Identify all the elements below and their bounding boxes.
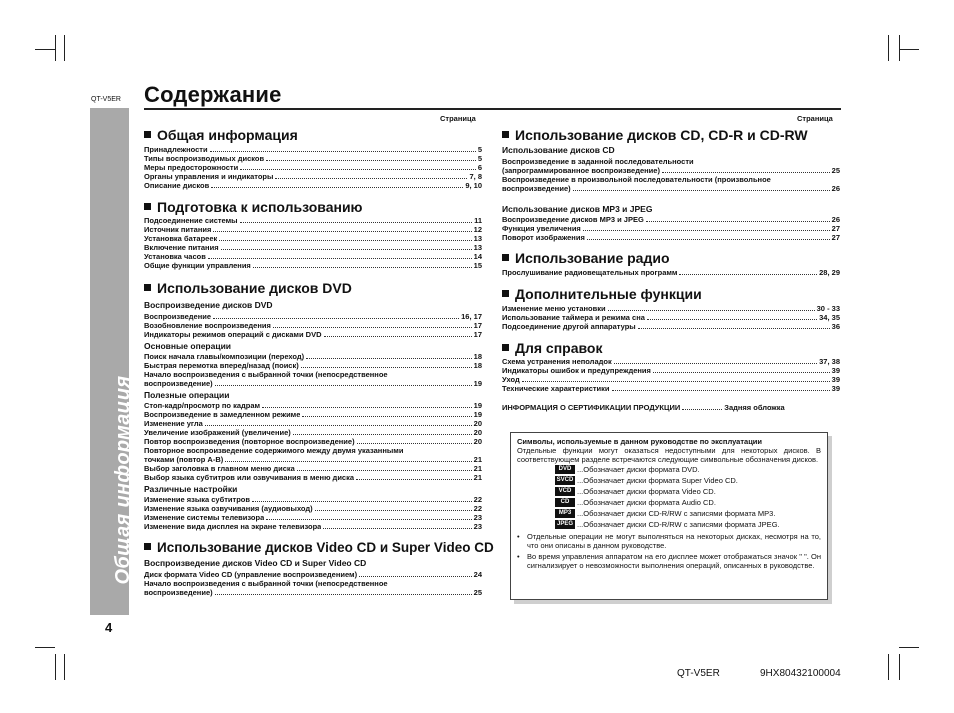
- symbols-legend-box: [510, 432, 828, 600]
- crop-mark: [64, 35, 65, 61]
- toc-entry[interactable]: Начало воспроизведения с выбранной точки (непосредственное воспроизведение) 25: [144, 579, 482, 597]
- toc-entry[interactable]: Схема устранения неполадок 37, 38: [502, 357, 840, 366]
- toc-entry[interactable]: Повтор воспроизведения (повторное воспроизведение) 20: [144, 437, 482, 446]
- crop-mark: [55, 35, 56, 61]
- section-heading: Дополнительные функции: [502, 286, 842, 302]
- jpeg-icon: JPEG: [556, 521, 573, 527]
- subsection-heading: Воспроизведение дисков DVD: [144, 300, 273, 310]
- subsection-heading: Воспроизведение дисков Video CD и Super Video CD: [144, 558, 367, 568]
- legend-bullet: • Во время управления аппаратом на его дисплее может отображаться значок " ". Он сигнализирует о невозможности выполнения операций, описанных в руководстве.: [517, 552, 821, 570]
- toc-entry[interactable]: Изменение языка озвучивания (аудиовыход) 22: [144, 504, 482, 513]
- sidebar-tab: [90, 108, 146, 615]
- toc-entry[interactable]: Включение питания 13: [144, 243, 482, 252]
- toc-entry[interactable]: Технические характеристики 39: [502, 384, 840, 393]
- toc-entry[interactable]: Прослушивание радиовещательных программ 28, 29: [502, 268, 840, 277]
- mp3-icon: MP3: [555, 509, 575, 518]
- toc-entry[interactable]: Органы управления и индикаторы 7, 8: [144, 172, 482, 181]
- page-column-label: Страница: [797, 114, 833, 123]
- subsection-heading: Использование дисков CD: [502, 145, 615, 155]
- section-heading: Использование дисков CD, CD-R и CD-RW: [502, 127, 842, 143]
- crop-mark: [64, 654, 65, 680]
- toc-entry[interactable]: Изменение угла 20: [144, 419, 482, 428]
- toc-entry[interactable]: Меры предосторожности 6: [144, 163, 482, 172]
- legend-item: MP3 ...Обозначает диски CD-R/RW с записями формата MP3.: [555, 508, 821, 519]
- section-heading: Подготовка к использованию: [144, 199, 484, 215]
- legend-item: DVD ...Обозначает диски формата DVD.: [555, 464, 821, 475]
- square-bullet-icon: [144, 543, 151, 550]
- cd-icon: CD: [555, 498, 575, 507]
- crop-mark: [899, 647, 919, 648]
- subsection-heading: Полезные операции: [144, 390, 230, 400]
- section-heading: Общая информация: [144, 127, 484, 143]
- toc-entry[interactable]: Стоп-кадр/просмотр по кадрам 19: [144, 401, 482, 410]
- toc-entry[interactable]: Выбор языка субтитров или озвучивания в меню диска 21: [144, 473, 482, 482]
- certification-entry[interactable]: ИНФОРМАЦИЯ О СЕРТИФИКАЦИИ ПРОДУКЦИИ Задняя обложка: [502, 403, 785, 412]
- toc-entry[interactable]: Воспроизведение в замедленном режиме 19: [144, 410, 482, 419]
- toc-entry[interactable]: Воспроизведение в произвольной последовательности (произвольное воспроизведение) 26: [502, 175, 840, 193]
- toc-entry[interactable]: Поворот изображения 27: [502, 233, 840, 242]
- subsection-heading: Использование дисков MP3 и JPEG: [502, 204, 653, 214]
- section-heading: Использование радио: [502, 250, 842, 266]
- crop-mark: [888, 654, 889, 680]
- sidebar-title: Общая информация: [112, 375, 134, 585]
- crop-mark: [35, 49, 55, 50]
- toc-entry[interactable]: Функция увеличения 27: [502, 224, 840, 233]
- crop-mark: [899, 654, 900, 680]
- model-tag: QT-V5ER: [91, 96, 121, 103]
- section-heading: Использование дисков DVD: [144, 280, 484, 296]
- square-bullet-icon: [144, 284, 151, 291]
- dvd-icon: DVD: [555, 465, 575, 474]
- toc-entry[interactable]: Источник питания 12: [144, 225, 482, 234]
- page-title: Содержание: [144, 82, 282, 107]
- toc-entry[interactable]: Изменение системы телевизора 23: [144, 513, 482, 522]
- square-bullet-icon: [144, 131, 151, 138]
- crop-mark: [899, 49, 919, 50]
- toc-entry[interactable]: Подсоединение другой аппаратуры 36: [502, 322, 840, 331]
- toc-entry[interactable]: Изменение языка субтитров 22: [144, 495, 482, 504]
- subsection-heading: Основные операции: [144, 341, 232, 351]
- toc-entry[interactable]: Подсоединение системы 11: [144, 216, 482, 225]
- toc-entry[interactable]: Диск формата Video CD (управление воспроизведением) 24: [144, 570, 482, 579]
- legend-item: CD ...Обозначает диски формата Audio CD.: [555, 497, 821, 508]
- toc-entry[interactable]: Общие функции управления 15: [144, 261, 482, 270]
- square-bullet-icon: [502, 254, 509, 261]
- sidebar-subtitle: - Содержание -: [136, 448, 146, 512]
- toc-entry[interactable]: Уход 39: [502, 375, 840, 384]
- square-bullet-icon: [144, 203, 151, 210]
- toc-entry[interactable]: Выбор заголовка в главном меню диска 21: [144, 464, 482, 473]
- vcd-icon: VCD: [555, 487, 575, 496]
- toc-entry[interactable]: Принадлежности 5: [144, 145, 482, 154]
- crop-mark: [35, 647, 55, 648]
- toc-entry[interactable]: Изменение вида дисплея на экране телевизора 23: [144, 522, 482, 531]
- toc-entry[interactable]: Быстрая перемотка вперед/назад (поиск) 18: [144, 361, 482, 370]
- toc-entry[interactable]: Типы воспроизводимых дисков 5: [144, 154, 482, 163]
- square-bullet-icon: [502, 344, 509, 351]
- toc-entry[interactable]: Использование таймера и режима сна 34, 35: [502, 313, 840, 322]
- crop-mark: [899, 35, 900, 61]
- toc-entry[interactable]: Изменение меню установки 30 - 33: [502, 304, 840, 313]
- toc-entry[interactable]: Индикаторы ошибок и предупреждения 39: [502, 366, 840, 375]
- toc-entry[interactable]: Воспроизведение в заданной последовательности (запрограммированное воспроизведение) 25: [502, 157, 840, 175]
- legend-title: Символы, используемые в данном руководстве по эксплуатации: [517, 437, 763, 446]
- legend-item: JPEG ...Обозначает диски CD-R/RW с записями формата JPEG.: [556, 520, 780, 529]
- page-column-label: Страница: [440, 114, 476, 123]
- footer-model: QT-V5ER: [677, 668, 720, 679]
- toc-entry[interactable]: Поиск начала главы/композиции (переход) 18: [144, 352, 482, 361]
- page-number: 4: [105, 620, 113, 635]
- toc-entry[interactable]: Установка батареек 13: [144, 234, 482, 243]
- legend-item: VCD ...Обозначает диски формата Video CD.: [555, 486, 821, 497]
- toc-entry[interactable]: Повторное воспроизведение содержимого между двумя указанными точками (повтор A-B) 21: [144, 446, 482, 464]
- section-heading: Для справок: [502, 340, 842, 356]
- toc-entry[interactable]: Установка часов 14: [144, 252, 482, 261]
- square-bullet-icon: [502, 290, 509, 297]
- toc-entry[interactable]: Воспроизведение 16, 17: [144, 312, 482, 321]
- toc-entry[interactable]: Увеличение изображений (увеличение) 20: [144, 428, 482, 437]
- legend-intro: Отдельные функции могут оказаться недоступными для некоторых дисков. В соответствующем разделе встречаются следующие символьные обозначения дисков.: [517, 446, 821, 464]
- crop-mark: [888, 35, 889, 61]
- title-rule: [144, 108, 841, 110]
- svcd-icon: SVCD: [556, 477, 574, 483]
- subsection-heading: Различные настройки: [144, 484, 238, 494]
- crop-mark: [55, 654, 56, 680]
- toc-entry[interactable]: Возобновление воспроизведения 17: [144, 321, 482, 330]
- square-bullet-icon: [502, 131, 509, 138]
- toc-entry[interactable]: Индикаторы режимов операций с дисками DVD 17: [144, 330, 482, 339]
- toc-entry[interactable]: Описание дисков 9, 10: [144, 181, 482, 190]
- toc-entry[interactable]: Воспроизведение дисков MP3 и JPEG 26: [502, 215, 840, 224]
- legend-bullet: • Отдельные операции не могут выполняться на некоторых дисках, несмотря на то, что они описаны в данном руководстве.: [517, 532, 821, 550]
- footer-code: 9HX80432100004: [760, 668, 841, 679]
- section-heading: Использование дисков Video CD и Super Video CD: [144, 540, 484, 555]
- toc-entry[interactable]: Начало воспроизведения с выбранной точки (непосредственное воспроизведение) 19: [144, 370, 482, 388]
- legend-item: SVCD ...Обозначает диски формата Super Video CD.: [556, 476, 738, 485]
